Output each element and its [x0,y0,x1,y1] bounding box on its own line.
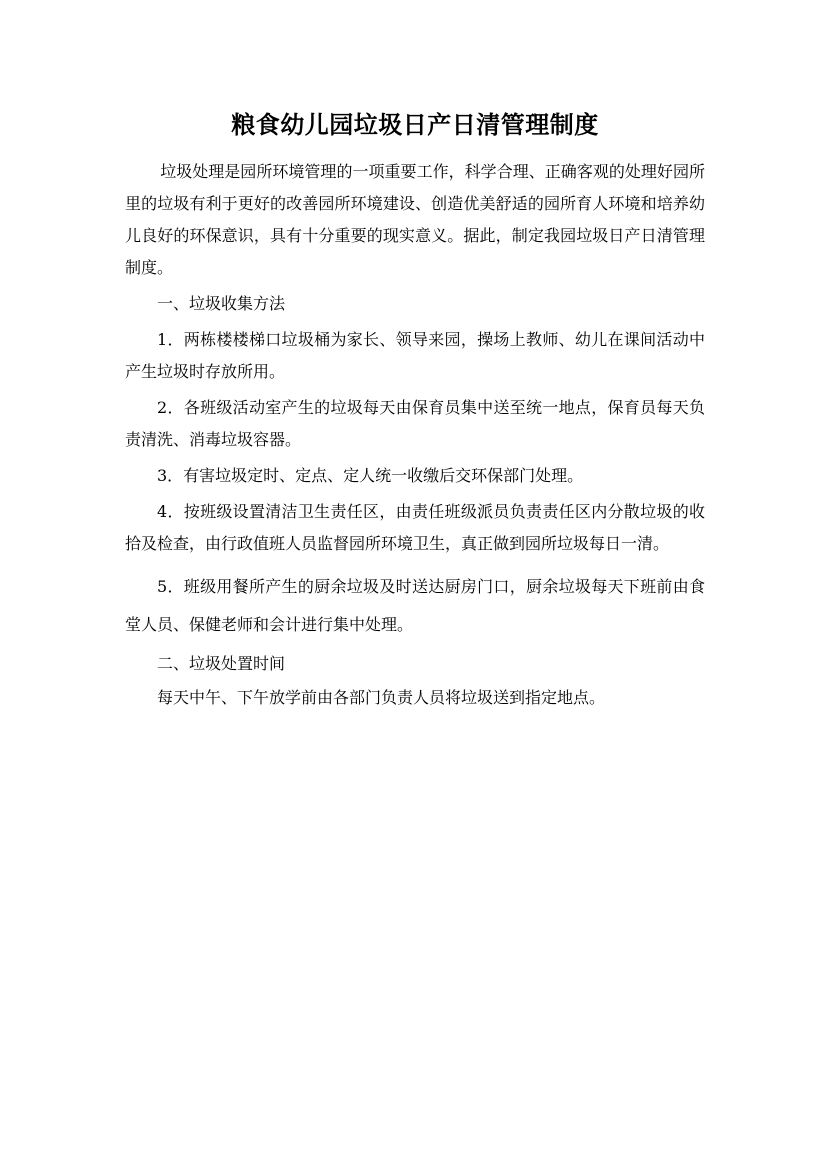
document-title: 粮食幼儿园垃圾日产日清管理制度 [231,110,599,139]
collection-item-4: 4．按班级设置清洁卫生责任区，由责任班级派员负责责任区内分散垃圾的收拾及检查，由行政值班人员监督园所环境卫生，真正做到园所垃圾每日一清。 [125,502,705,553]
disposal-time-text: 每天中午、下午放学前由各部门负责人员将垃圾送到指定地点。 [157,688,606,707]
section-heading-collection: 一、垃圾收集方法 [157,294,286,313]
collection-item-5: 5．班级用餐所产生的厨余垃圾及时送达厨房门口，厨余垃圾每天下班前由食堂人员、保健老师和会计进行集中处理。 [125,577,705,634]
document-page [125,100,705,714]
collection-item-1: 1．两栋楼楼梯口垃圾桶为家长、领导来园，操场上教师、幼儿在课间活动中产生垃圾时存放所用。 [125,330,705,381]
intro-paragraph: 垃圾处理是园所环境管理的一项重要工作，科学合理、正确客观的处理好园所里的垃圾有利于更好的改善园所环境建设、创造优美舒适的园所育人环境和培养幼儿良好的环保意识，具有十分重要的现实意义。据此，制定我园垃圾日产日清管理制度。 [125,162,705,277]
section-heading-disposal-time: 二、垃圾处置时间 [157,654,286,673]
collection-item-2: 2．各班级活动室产生的垃圾每天由保育员集中送至统一地点，保育员每天负责清洗、消毒垃圾容器。 [125,398,705,449]
collection-item-3: 3．有害垃圾定时、定点、定人统一收缴后交环保部门处理。 [157,466,584,485]
